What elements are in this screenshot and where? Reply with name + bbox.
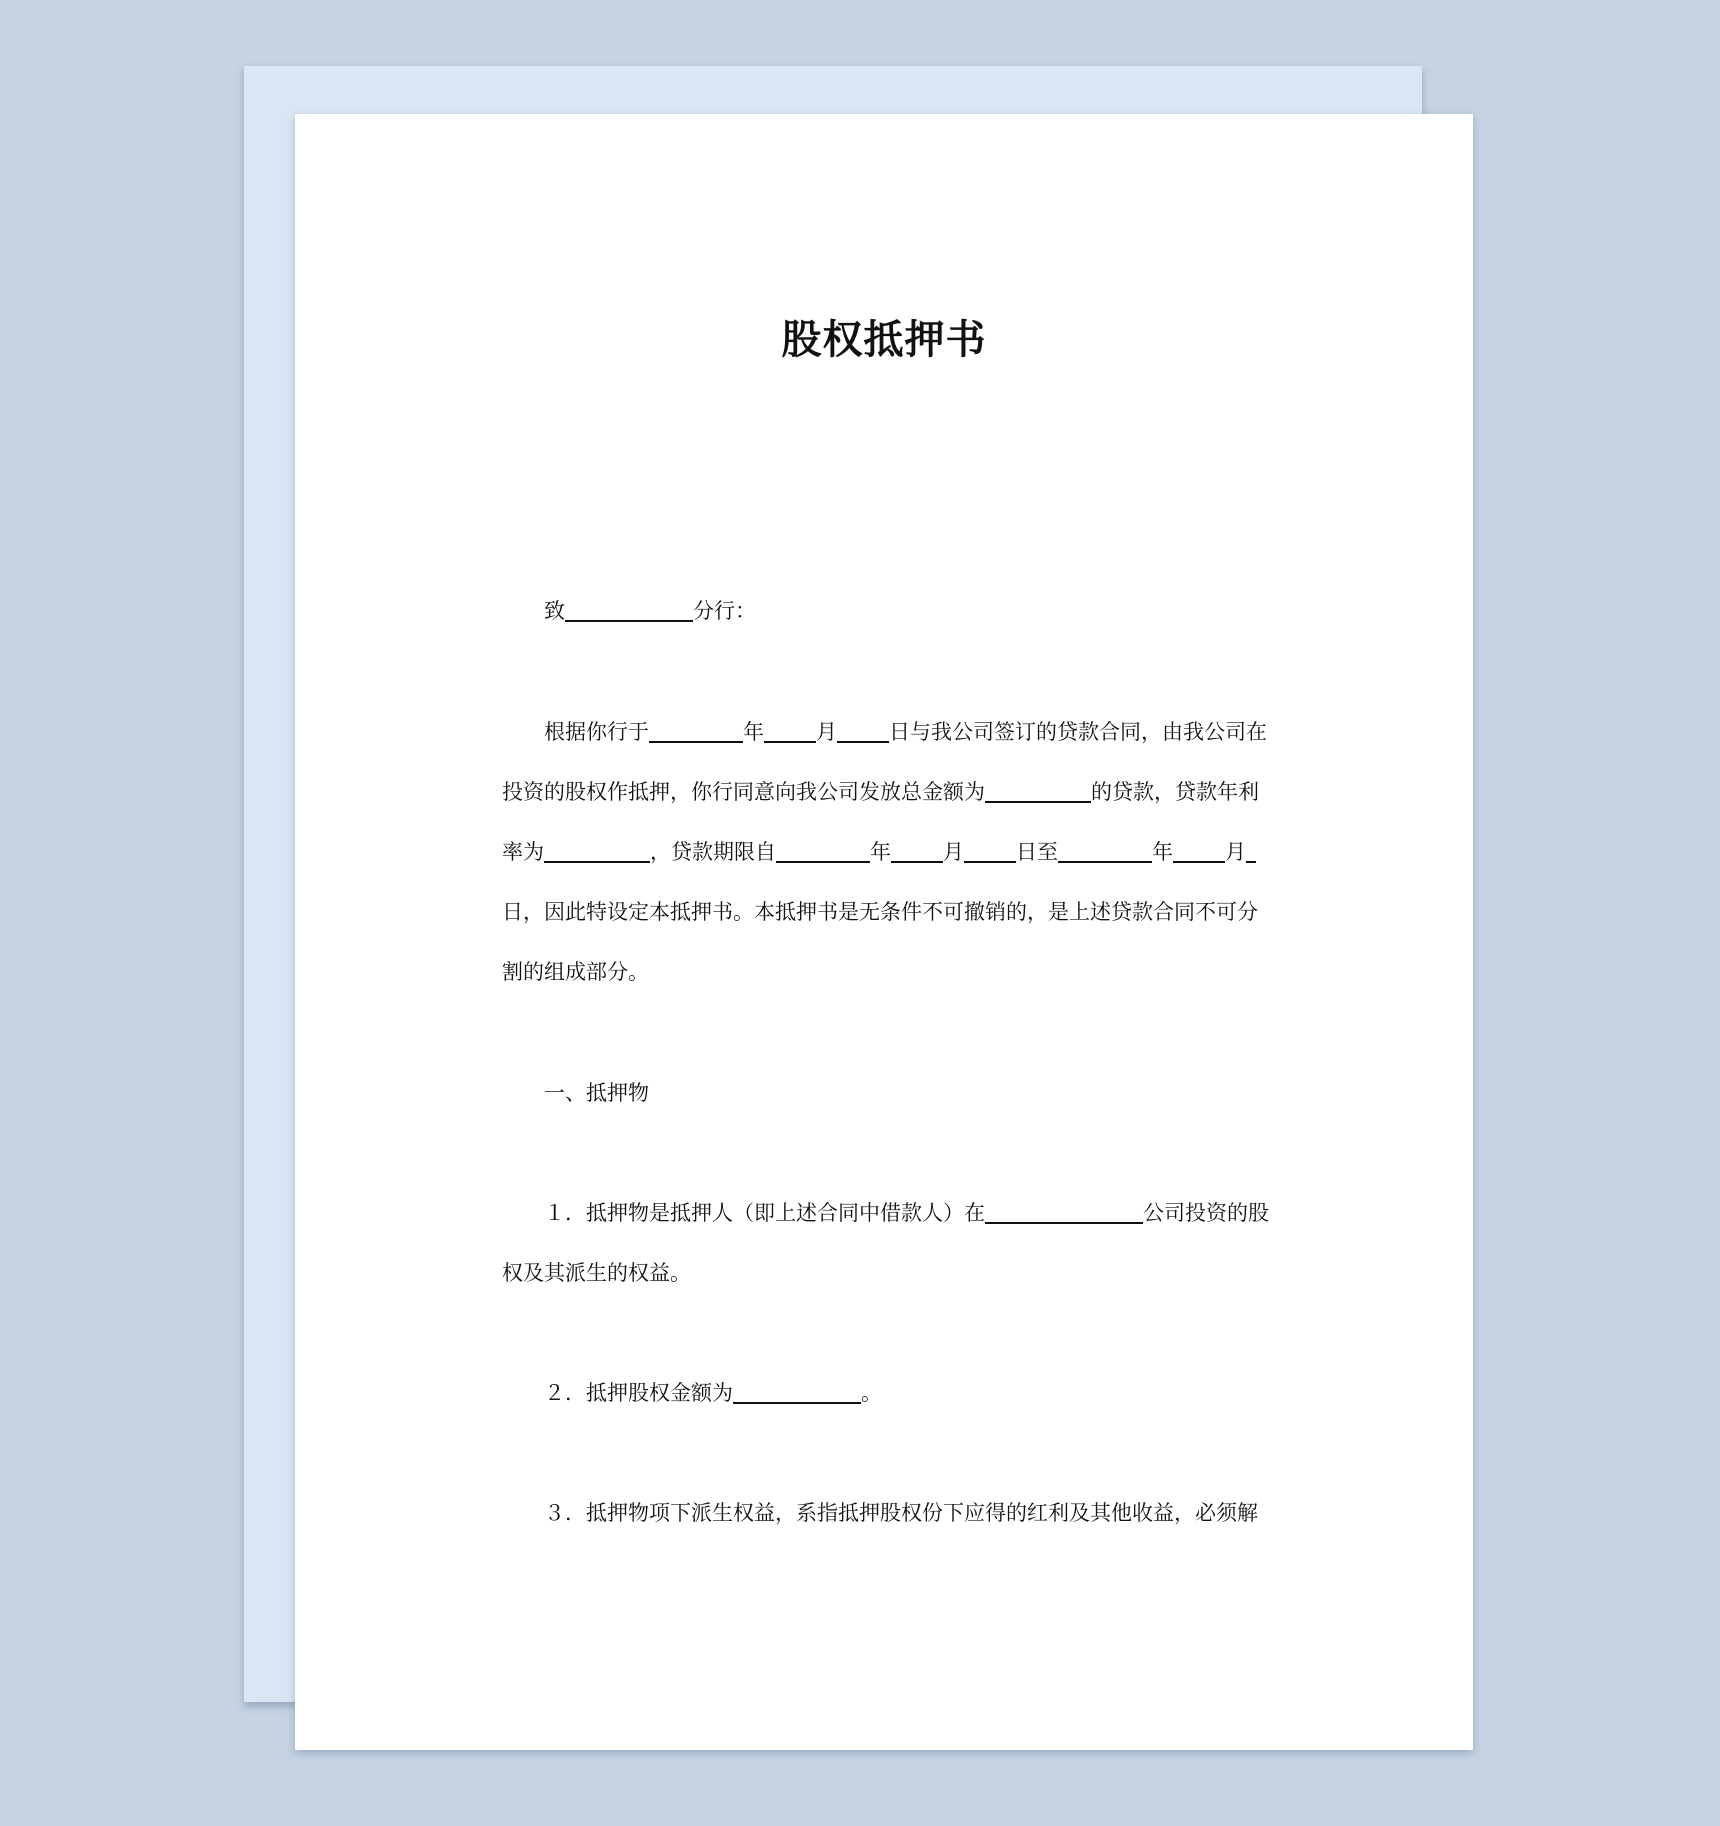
contract-year-blank: [649, 719, 743, 743]
intro-text: 月: [1225, 840, 1246, 864]
intro-line-4: 日，因此特设定本抵押书。本抵押书是无条件不可撤销的，是上述贷款合同不可分: [502, 900, 1258, 924]
item-text: 公司投资的股: [1143, 1201, 1269, 1225]
intro-text: 率为: [502, 840, 544, 864]
intro-text: 年: [743, 720, 764, 744]
start-day-blank: [964, 839, 1016, 863]
intro-text: 日与我公司签订的贷款合同，由我公司在: [889, 720, 1267, 744]
salutation-prefix: 致: [544, 599, 565, 623]
equity-amount-blank: [733, 1380, 861, 1404]
section-heading-collateral: 一、抵押物: [544, 1081, 649, 1105]
document-title: 股权抵押书: [781, 317, 987, 363]
intro-line-2: [502, 777, 1259, 807]
item-1-line-2: 权及其派生的权益。: [502, 1261, 691, 1285]
item-text: 。: [861, 1381, 882, 1405]
item-3-line: ３．抵押物项下派生权益，系指抵押股权份下应得的红利及其他收益，必须解: [544, 1501, 1258, 1525]
end-year-blank: [1058, 839, 1152, 863]
salutation-suffix: 分行：: [693, 599, 756, 623]
item-1-line-1: [544, 1198, 1269, 1228]
document-page: [295, 114, 1473, 1750]
item-text: ２．抵押股权金额为: [544, 1381, 733, 1405]
item-2-line: [544, 1378, 882, 1408]
intro-text: 根据你行于: [544, 720, 649, 744]
end-day-blank: [1246, 839, 1256, 863]
contract-day-blank: [837, 719, 889, 743]
start-month-blank: [891, 839, 943, 863]
start-year-blank: [776, 839, 870, 863]
end-month-blank: [1173, 839, 1225, 863]
intro-line-5: 割的组成部分。: [502, 960, 649, 984]
intro-text: 日至: [1016, 840, 1058, 864]
interest-rate-blank: [544, 839, 650, 863]
intro-text: 投资的股权作抵押，你行同意向我公司发放总金额为: [502, 780, 985, 804]
loan-amount-blank: [985, 779, 1091, 803]
salutation-line: [544, 596, 756, 626]
intro-text: ，贷款期限自: [650, 840, 776, 864]
item-text: １．抵押物是抵押人（即上述合同中借款人）在: [544, 1201, 985, 1225]
intro-text: 的贷款，贷款年利: [1091, 780, 1259, 804]
intro-line-3: [502, 837, 1256, 867]
intro-text: 年: [870, 840, 891, 864]
intro-text: 月: [943, 840, 964, 864]
intro-line-1: [544, 717, 1267, 747]
intro-text: 月: [816, 720, 837, 744]
contract-month-blank: [764, 719, 816, 743]
intro-text: 年: [1152, 840, 1173, 864]
company-name-blank: [985, 1200, 1143, 1224]
branch-name-blank: [565, 598, 693, 622]
